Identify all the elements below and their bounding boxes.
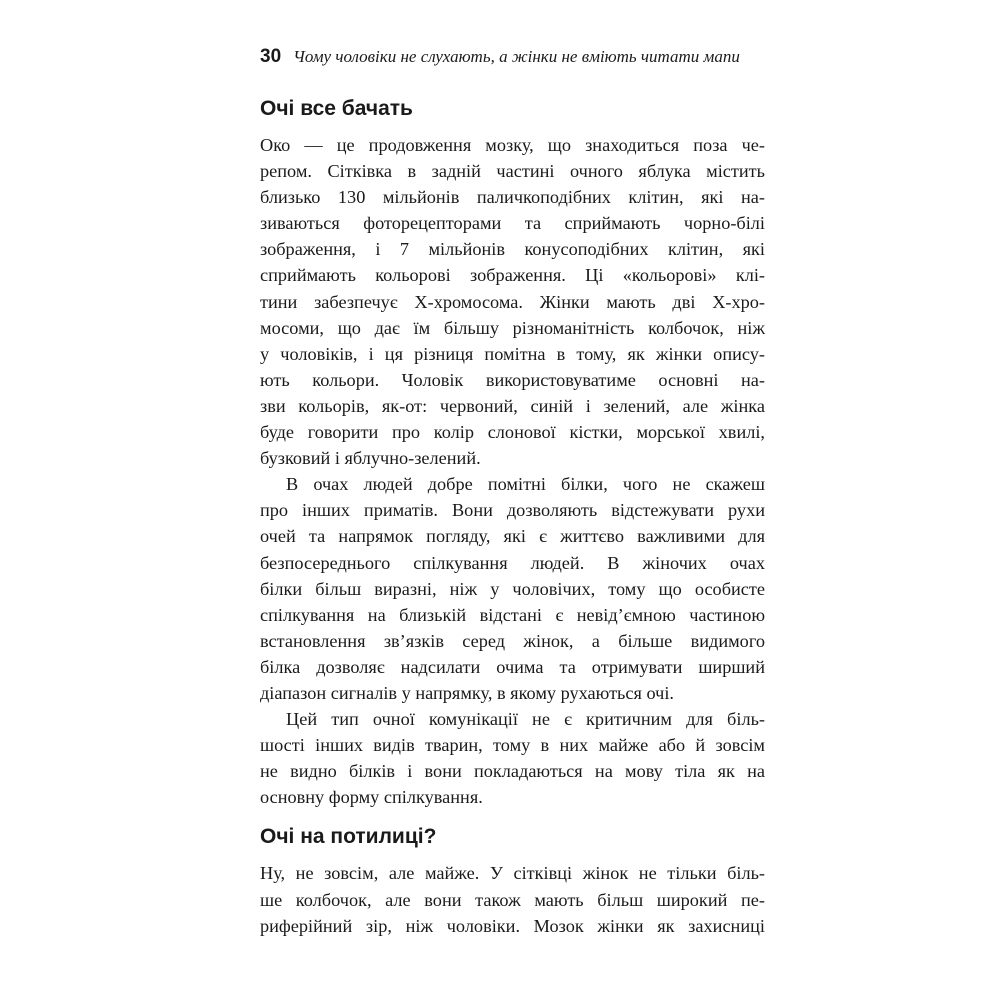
paragraph xyxy=(260,706,765,810)
text-line: встановлення зв’язків серед жінок, а більше видимого xyxy=(260,630,765,651)
text-line: бузковий і яблучно-зелений. xyxy=(260,448,481,469)
book-title: Чому чоловіки не слухають, а жінки не вміють читати мапи xyxy=(293,47,740,66)
text-line: мосоми, що дає їм більшу різноманітність колбочок, ніж xyxy=(260,317,765,338)
text-line: білки більш виразні, ніж у чоловічих, тому що особисте xyxy=(260,578,765,599)
text-line: очей та напрямок погляду, які є життєво важливими для xyxy=(260,526,765,547)
running-head xyxy=(260,46,765,80)
text-line: близько 130 мільйонів паличкоподібних клітин, які на- xyxy=(260,187,765,208)
text-line: Око — це продовження мозку, що знаходиться поза че- xyxy=(260,135,765,155)
section-heading: Очі на потилиці? xyxy=(260,825,437,849)
text-line: сприймають кольорові зображення. Ці «кольорові» клі- xyxy=(260,265,765,286)
book-page xyxy=(260,46,765,939)
text-line: шості інших видів тварин, тому в них майже або й зовсім xyxy=(260,735,765,756)
text-line: ють кольори. Чоловік використовуватиме основні на- xyxy=(260,369,765,390)
text-line: зви кольорів, як-от: червоний, синій і зелений, але жінка xyxy=(260,395,765,416)
text-line: безпосереднього спілкування людей. В жіночих очах xyxy=(260,552,765,573)
text-line: спілкування на близькій відстані є невід’ємною частиною xyxy=(260,604,765,625)
paragraph xyxy=(260,860,765,938)
text-line: буде говорити про колір слонової кістки, морської хвилі, xyxy=(260,422,765,443)
text-line: не видно білків і вони покладаються на мову тіла як на xyxy=(260,761,765,782)
text-line: діапазон сигналів у напрямку, в якому рухаються очі. xyxy=(260,682,674,703)
text-line: репом. Сітківка в задній частині очного яблука містить xyxy=(260,161,765,182)
text-line: В очах людей добре помітні білки, чого не скажеш xyxy=(286,474,765,495)
text-line: зображення, і 7 мільйонів конусоподібних клітин, які xyxy=(260,239,765,260)
page-number: 30 xyxy=(260,46,282,67)
text-line: ше колбочок, але вони також мають більш широкий пе- xyxy=(260,889,765,910)
text-line: тини забезпечує Х-хромосома. Жінки мають дві Х-хро- xyxy=(260,291,765,312)
text-line: у чоловіків, і ця різниця помітна в тому, як жінки опису- xyxy=(260,343,765,364)
text-line: зиваються фоторецепторами та сприймають чорно-білі xyxy=(260,213,765,234)
text-line: основну форму спілкування. xyxy=(260,787,483,808)
text-line: риферійний зір, ніж чоловіки. Мозок жінки як захисниці xyxy=(260,915,765,936)
paragraph xyxy=(260,471,765,706)
text-line: про інших приматів. Вони дозволяють відстежувати рухи xyxy=(260,500,765,521)
text-line: Ну, не зовсім, але майже. У сітківці жінок не тільки біль- xyxy=(260,863,765,884)
text-line: білка дозволяє надсилати очима та отримувати ширший xyxy=(260,656,765,677)
text-line: Цей тип очної комунікації не є критичним для біль- xyxy=(286,709,765,730)
paragraph xyxy=(260,132,765,471)
section-heading: Очі все бачать xyxy=(260,97,413,120)
